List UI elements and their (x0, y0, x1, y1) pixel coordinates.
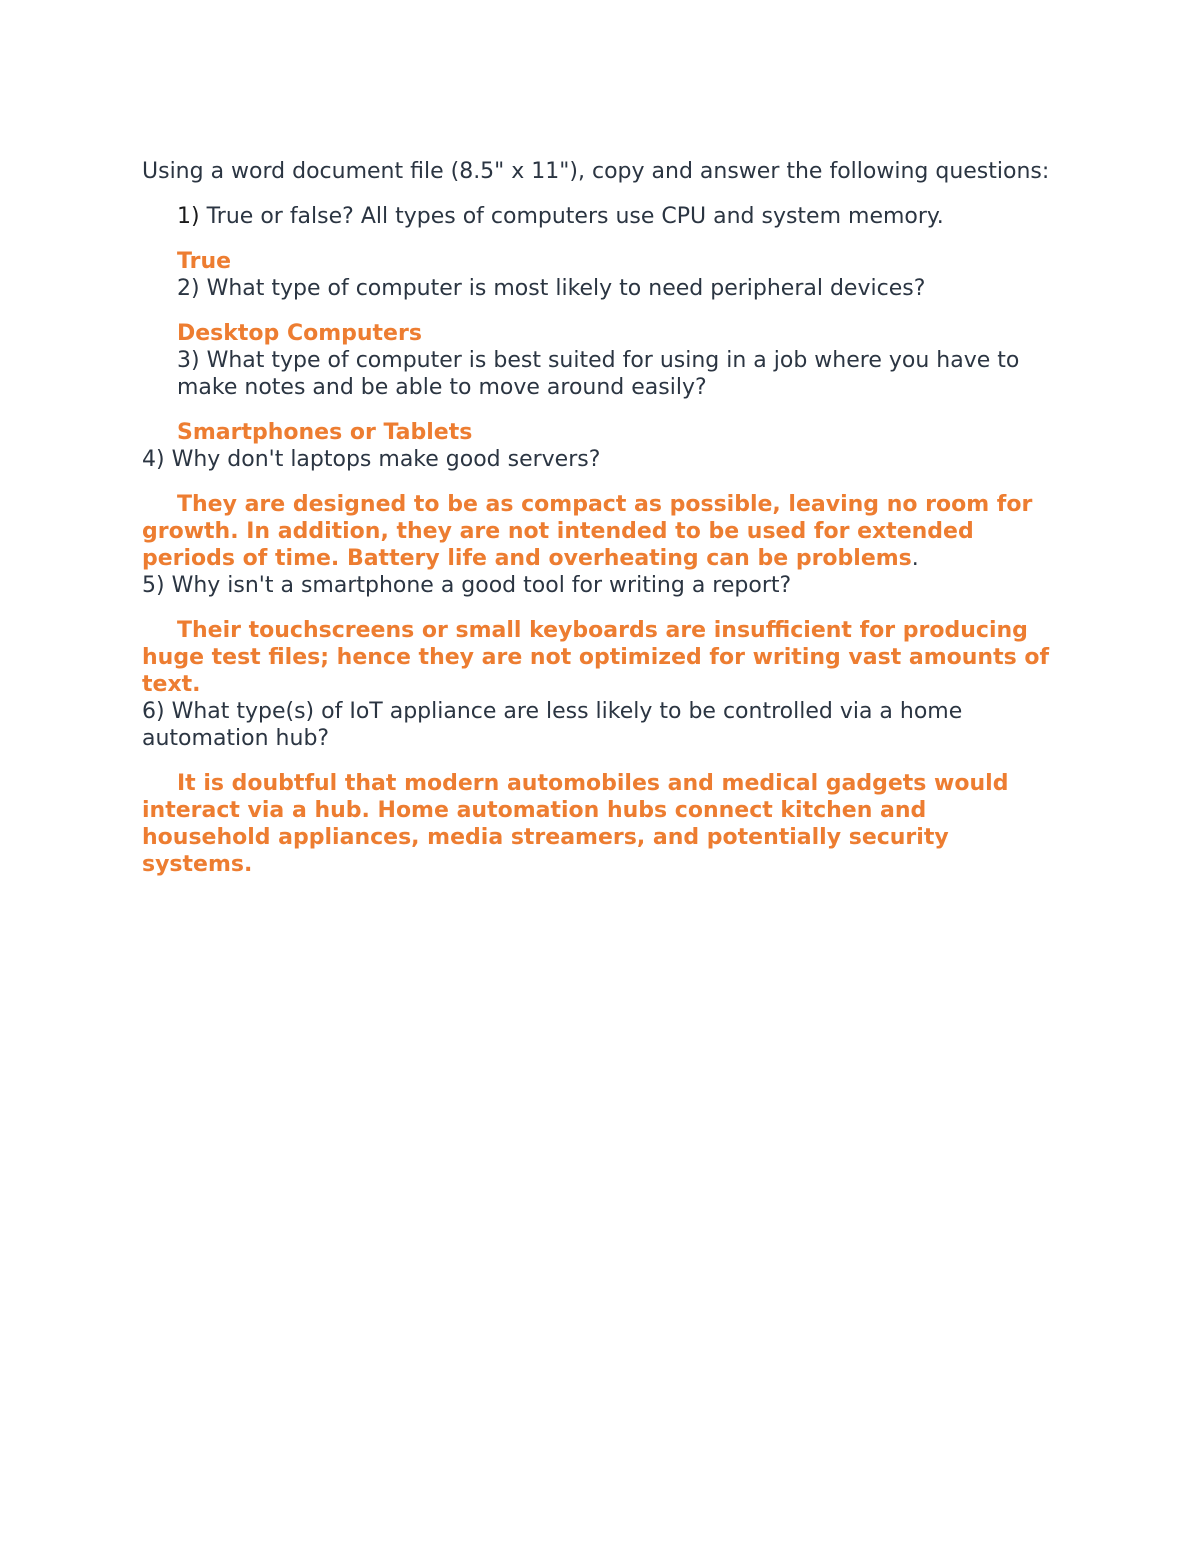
question-1 (142, 203, 1062, 230)
answer-5: Their touchscreens or small keyboards are insufficient for producing huge test files; hence they are not optimized for writing vast amounts of text. (142, 618, 1050, 697)
question-6: 6) What type(s) of IoT appliance are less likely to be controlled via a home automation hub? (142, 699, 963, 751)
question-3: 3) What type of computer is best suited for using in a job where you have to make notes and be able to move around easily? (177, 348, 1020, 400)
intro-text: Using a word document file (8.5" x 11"), copy and answer the following questions: (142, 159, 1050, 184)
question-1-text: True or false? All types of computers use CPU and system memory. (206, 204, 944, 229)
answer-4-period: . (911, 546, 919, 571)
answer-4 (142, 491, 1062, 572)
question-4: 4) Why don't laptops make good servers? (142, 447, 601, 472)
question-1-number: 1) (177, 204, 200, 229)
document-body (142, 158, 1062, 878)
question-2: 2) What type of computer is most likely to need peripheral devices? (177, 276, 926, 301)
answer-3: Smartphones or Tablets (177, 420, 473, 445)
answer-4-text: They are designed to be as compact as possible, leaving no room for growth. In addition, they are not intended to be used for extended periods of time. Battery life and overheating can be problems (142, 492, 1033, 571)
question-5: 5) Why isn't a smartphone a good tool for writing a report? (142, 573, 792, 598)
answer-1: True (177, 249, 232, 274)
answer-6: It is doubtful that modern automobiles and medical gadgets would interact via a hub. Home automation hubs connect kitchen and household appliances, media streamers, and potentially security systems. (142, 771, 1009, 877)
answer-2: Desktop Computers (177, 321, 422, 346)
